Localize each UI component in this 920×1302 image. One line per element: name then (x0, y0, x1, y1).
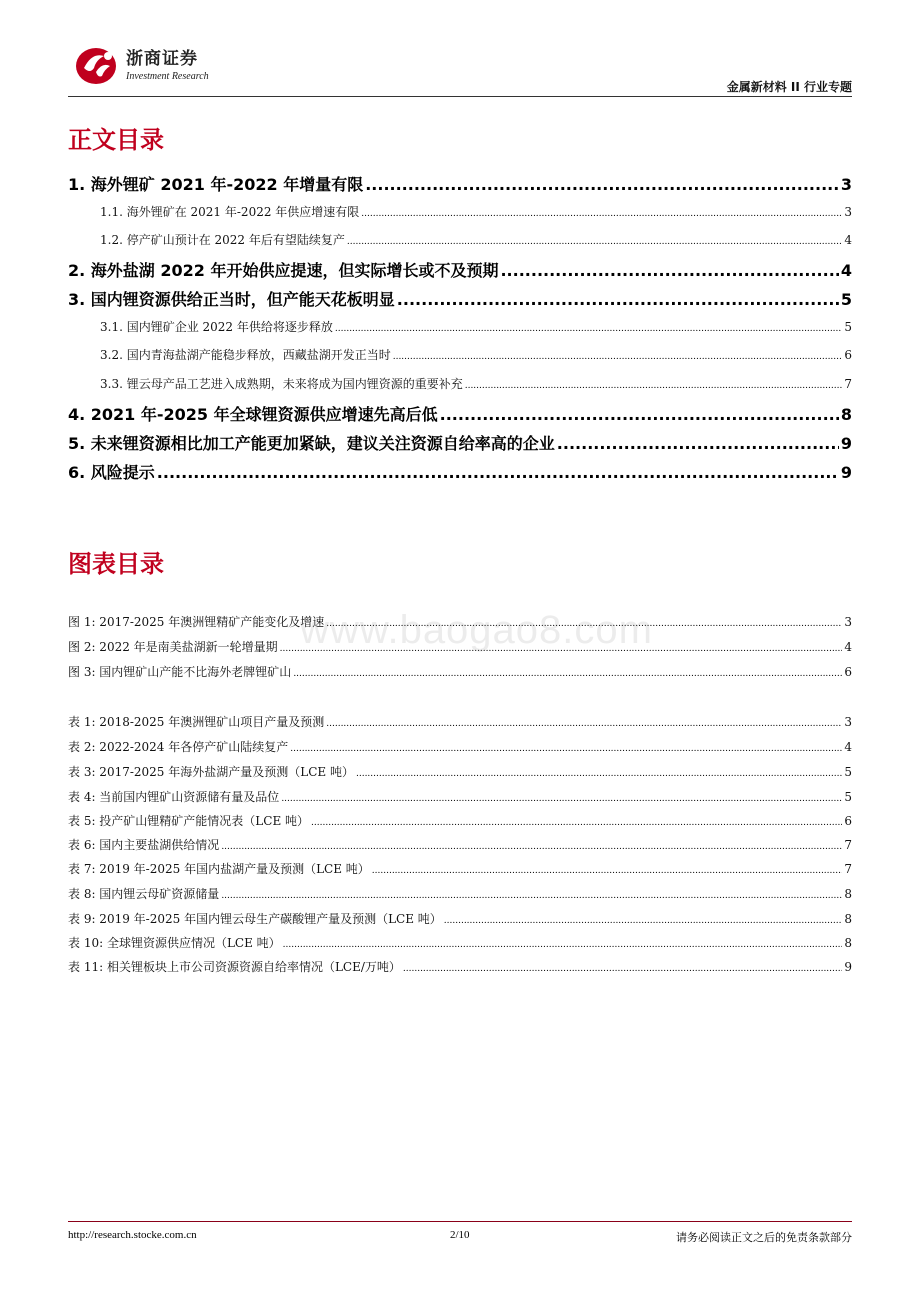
figure-entry-3[interactable]: 图 3: 国内锂矿山产能不比海外老牌锂矿山 ..... 6 (68, 663, 852, 680)
toc-item-3-3[interactable]: 3.3. 锂云母产品工艺进入成熟期，未来将成为国内锂资源的重要补充 ..... 7 (68, 375, 852, 392)
toc-item-4[interactable]: 4. 2021 年-2025 年全球锂资源供应增速先高后低 ..... 8 (68, 402, 852, 425)
header-divider (68, 96, 852, 97)
table-entry-8[interactable]: 表 8: 国内锂云母矿资源储量 ..... 8 (68, 885, 852, 902)
toc-item-5[interactable]: 5. 未来锂资源相比加工产能更加紧缺，建议关注资源自给率高的企业 ..... 9 (68, 431, 852, 454)
disclaimer-note: 请务必阅读正文之后的免责条款部分 (676, 1231, 852, 1244)
toc-item-3[interactable]: 3. 国内锂资源供给正当时，但产能天花板明显 ..... 5 (68, 287, 852, 310)
toc-item-1-1[interactable]: 1.1. 海外锂矿在 2021 年-2022 年供应增速有限 ..... 3 (68, 203, 852, 220)
table-entry-6[interactable]: 表 6: 国内主要盐湖供给情况 ..... 7 (68, 836, 852, 853)
table-entry-4[interactable]: 表 4: 当前国内锂矿山资源储有量及品位 ..... 5 (68, 788, 852, 805)
toc-title: 正文目录 (68, 126, 164, 154)
table-entry-1[interactable]: 表 1: 2018-2025 年澳洲锂矿山项目产量及预测 ..... 3 (68, 713, 852, 730)
toc-item-1[interactable]: 1. 海外锂矿 2021 年-2022 年增量有限 ..... 3 (68, 172, 852, 195)
footer-url[interactable]: http://research.stocke.com.cn (68, 1229, 197, 1241)
toc-item-1-2[interactable]: 1.2. 停产矿山预计在 2022 年后有望陆续复产 ..... 4 (68, 231, 852, 248)
page-header (68, 40, 852, 100)
report-type: 金属新材料 II 行业专题 (726, 80, 852, 94)
brand-name: 浙商证券 (126, 49, 198, 69)
table-entry-2[interactable]: 表 2: 2022-2024 年各停产矿山陆续复产 ..... 4 (68, 738, 852, 755)
toc-item-6[interactable]: 6. 风险提示 ..... 9 (68, 460, 852, 483)
table-entry-11[interactable]: 表 11: 相关锂板块上市公司资源资源自给率情况（LCE/万吨） ..... 9 (68, 958, 852, 975)
table-entry-3[interactable]: 表 3: 2017-2025 年海外盐湖产量及预测（LCE 吨） ..... 5 (68, 763, 852, 780)
figure-entry-1[interactable]: 图 1: 2017-2025 年澳洲锂精矿产能变化及增速 ..... 3 (68, 613, 852, 630)
table-entry-10[interactable]: 表 10: 全球锂资源供应情况（LCE 吨） ..... 8 (68, 934, 852, 951)
table-entry-7[interactable]: 表 7: 2019 年-2025 年国内盐湖产量及预测（LCE 吨） ..... 7 (68, 860, 852, 877)
table-entry-5[interactable]: 表 5: 投产矿山锂精矿产能情况表（LCE 吨） ..... 6 (68, 812, 852, 829)
toc-item-2[interactable]: 2. 海外盐湖 2022 年开始供应提速，但实际增长或不及预期 ..... 4 (68, 258, 852, 281)
table-entry-9[interactable]: 表 9: 2019 年-2025 年国内锂云母生产碳酸锂产量及预测（LCE 吨） ..... 8 (68, 910, 852, 927)
brand-logo-icon (74, 44, 122, 86)
page-number: 2/10 (450, 1229, 470, 1241)
chart-toc-title: 图表目录 (68, 550, 164, 578)
footer-divider (68, 1221, 852, 1222)
figure-entry-2[interactable]: 图 2: 2022 年是南美盐湖新一轮增量期 ..... 4 (68, 638, 852, 655)
toc-item-3-2[interactable]: 3.2. 国内青海盐湖产能稳步释放，西藏盐湖开发正当时 ..... 6 (68, 346, 852, 363)
watermark: www.baogao8.com (300, 608, 653, 652)
toc-item-3-1[interactable]: 3.1. 国内锂矿企业 2022 年供给将逐步释放 ..... 5 (68, 318, 852, 335)
brand-subtitle: Investment Research (126, 71, 209, 82)
